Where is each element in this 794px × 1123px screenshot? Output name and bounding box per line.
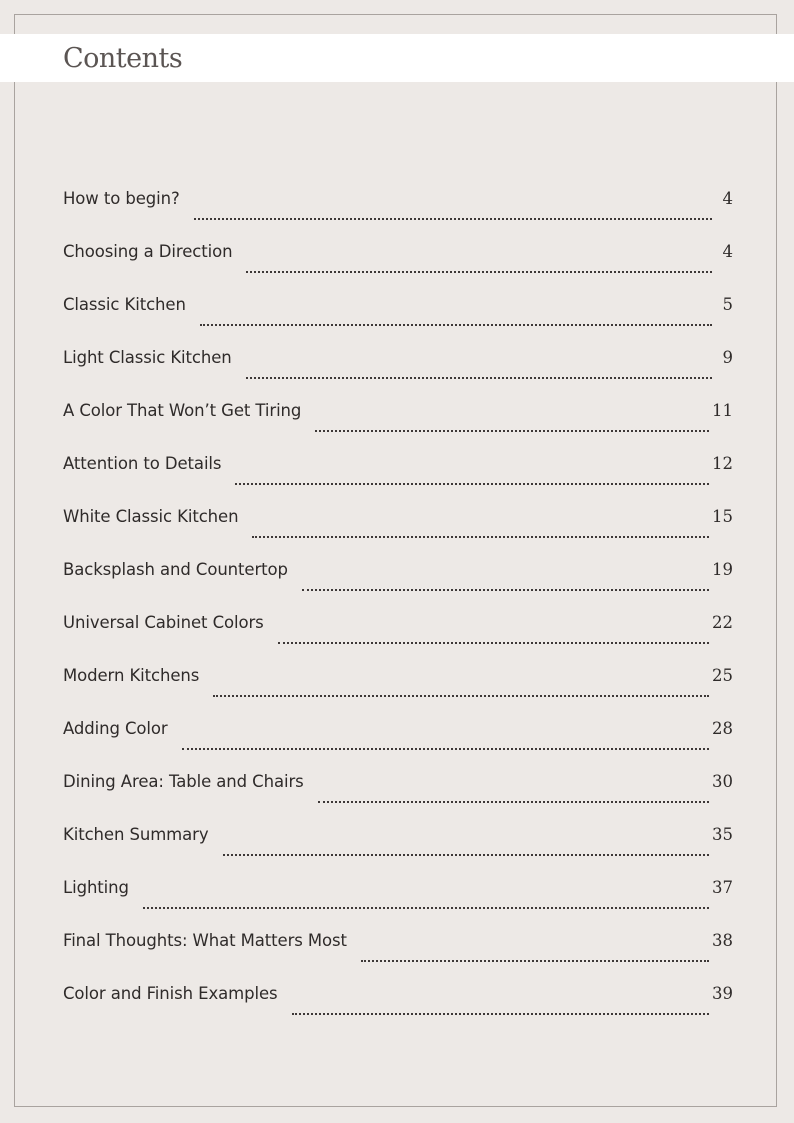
toc-entry-label: Final Thoughts: What Matters Most	[63, 931, 347, 950]
dot-leader	[246, 377, 712, 379]
toc-entry-page-number: 5	[722, 295, 733, 314]
toc-entry[interactable]	[63, 716, 733, 769]
dot-leader	[213, 695, 709, 697]
toc-entry-label: Classic Kitchen	[63, 295, 186, 314]
dot-leader	[200, 324, 712, 326]
toc-entry-label: Universal Cabinet Colors	[63, 613, 264, 632]
toc-entry-page-number: 37	[712, 878, 733, 897]
toc-entry-label: A Color That Won’t Get Tiring	[63, 401, 302, 420]
dot-leader	[252, 536, 709, 538]
dot-leader	[278, 642, 709, 644]
toc-entry-page-number: 11	[712, 401, 733, 420]
toc-entry[interactable]	[63, 557, 733, 610]
toc-entry-label: Lighting	[63, 878, 129, 897]
toc-entry-page-number: 28	[712, 719, 733, 738]
toc-entry-page-number: 12	[712, 454, 733, 473]
toc-entry-label: Attention to Details	[63, 454, 222, 473]
dot-leader	[235, 483, 709, 485]
toc-entry-page-number: 38	[712, 931, 733, 950]
toc-entry-label: How to begin?	[63, 189, 180, 208]
toc-entry-label: Light Classic Kitchen	[63, 348, 232, 367]
toc-entry-page-number: 22	[712, 613, 733, 632]
toc-entry-page-number: 15	[712, 507, 733, 526]
toc-entry[interactable]	[63, 186, 733, 239]
page-title: Contents	[63, 43, 183, 74]
toc-entry[interactable]	[63, 239, 733, 292]
dot-leader	[223, 854, 710, 856]
toc-entry-label: Adding Color	[63, 719, 168, 738]
toc-entry-page-number: 30	[712, 772, 733, 791]
toc-entry[interactable]	[63, 451, 733, 504]
toc-entry-page-number: 39	[712, 984, 733, 1003]
toc-entry[interactable]	[63, 928, 733, 981]
toc-entry-label: Modern Kitchens	[63, 666, 200, 685]
dot-leader	[315, 430, 709, 432]
toc-entry[interactable]	[63, 875, 733, 928]
dot-leader	[143, 907, 709, 909]
toc-entry[interactable]	[63, 504, 733, 557]
toc-entry[interactable]	[63, 981, 733, 1034]
toc-entry[interactable]	[63, 345, 733, 398]
dot-leader	[361, 960, 709, 962]
dot-leader	[246, 271, 712, 273]
table-of-contents	[63, 186, 733, 1034]
toc-entry-page-number: 4	[722, 242, 733, 261]
toc-entry[interactable]	[63, 398, 733, 451]
toc-entry[interactable]	[63, 822, 733, 875]
toc-entry-page-number: 25	[712, 666, 733, 685]
toc-entry[interactable]	[63, 663, 733, 716]
dot-leader	[182, 748, 709, 750]
toc-entry-label: Dining Area: Table and Chairs	[63, 772, 304, 791]
toc-entry-label: White Classic Kitchen	[63, 507, 239, 526]
dot-leader	[194, 218, 712, 220]
toc-entry-label: Kitchen Summary	[63, 825, 209, 844]
dot-leader	[318, 801, 709, 803]
toc-entry-page-number: 19	[712, 560, 733, 579]
toc-entry[interactable]	[63, 292, 733, 345]
toc-entry-page-number: 9	[722, 348, 733, 367]
toc-entry-label: Choosing a Direction	[63, 242, 233, 261]
toc-entry-page-number: 35	[712, 825, 733, 844]
toc-entry-page-number: 4	[722, 189, 733, 208]
dot-leader	[292, 1013, 709, 1015]
toc-entry-label: Color and Finish Examples	[63, 984, 278, 1003]
toc-entry-label: Backsplash and Countertop	[63, 560, 288, 579]
dot-leader	[302, 589, 709, 591]
toc-entry[interactable]	[63, 769, 733, 822]
toc-entry[interactable]	[63, 610, 733, 663]
